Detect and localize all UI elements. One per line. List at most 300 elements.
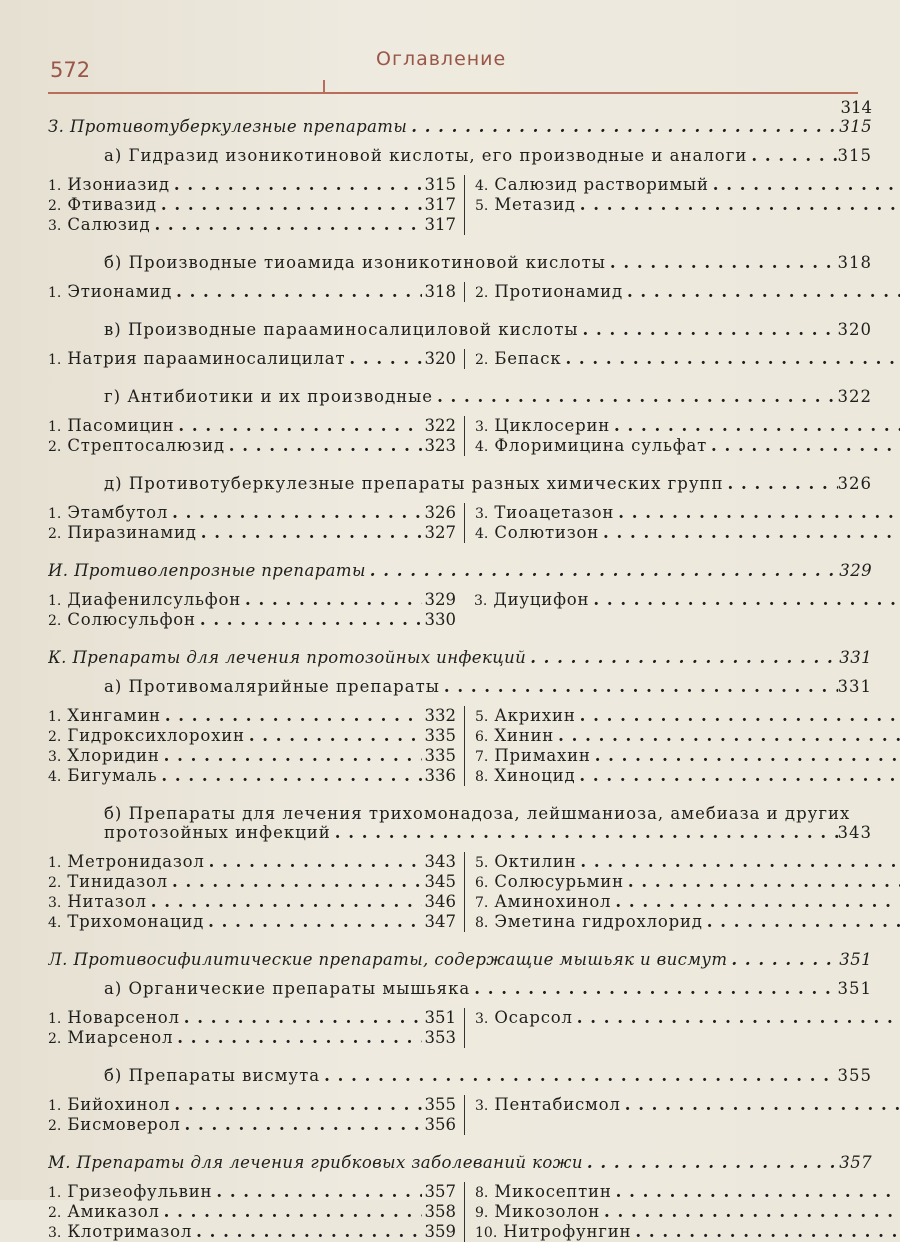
dot-leader [576,706,900,726]
dot-leader [320,1066,837,1085]
dot-leader [470,979,837,998]
toc-section-title: И. Противолепрозные препараты [48,561,366,580]
dot-leader [161,706,422,726]
toc-entry-columns [48,1008,872,1048]
entry-number: 1. [48,419,62,435]
toc-entry [48,1028,456,1048]
entry-page: 317 [424,215,456,234]
dot-leader [709,175,900,195]
toc-entry [48,766,456,786]
toc-page: 326 [837,474,872,493]
entry-name: Миарсенол [67,1028,174,1047]
toc-entry-columns [48,1182,872,1242]
entry-number: 8. [475,769,489,785]
entry-page: 359 [424,1222,456,1241]
dot-leader [174,416,422,436]
entry-number: 5. [475,709,489,725]
dot-leader [160,1202,422,1222]
toc-entry-columns [48,416,872,456]
toc-column-right [464,349,900,369]
toc-page: 331 [837,677,872,696]
entry-name: Эметина гидрохлорид [494,912,703,931]
toc-subsection-title: г) Антибиотики и их производные [104,387,434,406]
toc-entry [48,349,456,369]
entry-name: Гризеофульвин [67,1182,213,1201]
toc-column-right [464,706,900,786]
toc-subsection-heading [48,474,872,493]
toc-entry [475,1008,900,1028]
dot-leader [157,195,422,215]
toc-entry [475,436,900,456]
toc-entry-columns [48,852,872,932]
toc-entry [48,746,456,766]
toc-entry [48,706,456,726]
entry-name: Тинидазол [67,872,168,891]
entry-name: Нитрофунгин [503,1222,632,1241]
entry-number: 8. [475,915,489,931]
toc-column-left [48,416,464,456]
entry-number: 3. [48,895,62,911]
page-title: Оглавление [376,48,507,70]
toc-column-right [464,282,900,302]
entry-name: Амиказол [67,1202,160,1221]
toc-entry [475,746,900,766]
entry-number: 2. [48,1118,62,1134]
dot-leader [212,1182,422,1202]
entry-number: 7. [475,749,489,765]
entry-name: Бепаск [494,349,562,368]
toc-subsection-title-cont: протозойных инфекций [104,823,331,842]
entry-name: Акрихин [494,706,576,725]
dot-leader [724,474,838,493]
toc-entry [475,1222,900,1242]
entry-name: Бисмоверол [67,1115,181,1134]
toc-page: 315 [839,117,872,136]
entry-number: 3. [475,419,489,435]
toc-entry [475,1182,900,1202]
toc-entry [48,892,456,912]
entry-name: Салюзид [67,215,151,234]
dot-leader [366,561,838,580]
dot-leader [170,175,422,195]
toc-column-left [48,590,464,630]
entry-number: 6. [475,875,489,891]
dot-leader [172,282,422,302]
entry-number: 9. [475,1205,489,1221]
dot-leader [623,282,900,302]
entry-number: 2. [48,1205,62,1221]
entry-number: 2. [48,875,62,891]
toc-entry [48,175,456,195]
entry-number: 2. [48,439,62,455]
toc-subsection-title: а) Гидразид изоникотиновой кислоты, его производные и аналоги [104,146,748,165]
entry-name: Пасомицин [67,416,175,435]
entry-page: 358 [424,1202,456,1221]
entry-number: 2. [48,613,62,629]
toc-column-left [48,503,464,543]
toc-page: 331 [839,648,872,667]
toc-entry [48,590,456,610]
toc-column-right [464,1008,900,1048]
entry-number: 8. [475,1185,489,1201]
toc-entry [475,523,900,543]
dot-leader [578,320,837,339]
entry-number: 5. [475,855,489,871]
dot-leader [610,416,900,436]
toc-column-right [464,852,900,932]
toc-column-left [48,1095,464,1135]
entry-page: 335 [424,726,456,745]
entry-page: 336 [424,766,456,785]
toc-column-left [48,1008,464,1048]
entry-name: Солюсурьмин [494,872,624,891]
entry-name: Бийохинол [67,1095,171,1114]
continued-page-line [48,98,872,117]
entry-name: Циклосерин [494,416,611,435]
toc-entry [475,852,900,872]
entry-number: 4. [475,526,489,542]
dot-leader [180,1008,422,1028]
toc-entry [48,1182,456,1202]
entry-page: 346 [424,892,456,911]
toc-column-left [48,706,464,786]
toc-column-right [464,416,900,456]
dot-leader [147,892,422,912]
toc-entry [48,726,456,746]
entry-number: 1. [48,709,62,725]
toc-page: 351 [837,979,872,998]
toc-entry [48,872,456,892]
toc-entry [475,349,900,369]
dot-leader [196,610,422,630]
entry-name: Микосептин [494,1182,612,1201]
toc-subsection-heading [48,1066,872,1085]
toc-entry [475,503,900,523]
toc-column-right [464,1095,900,1135]
entry-number: 1. [48,285,62,301]
entry-name: Аминохинол [494,892,612,911]
toc-page: 314 [840,98,872,117]
entry-number: 1. [48,178,62,194]
entry-name: Хлоридин [67,746,160,765]
entry-number: 1. [48,1098,62,1114]
entry-name: Пиразинамид [67,523,197,542]
toc-section-title: З. Противотуберкулезные препараты [48,117,408,136]
entry-page: 322 [424,416,456,435]
toc-page: 318 [837,253,872,272]
entry-number: 1. [48,506,62,522]
entry-name: Натрия парааминосалицилат [67,349,346,368]
entry-number: 5. [475,198,489,214]
entry-number: 2. [475,352,489,368]
entry-number: 3. [48,1225,62,1241]
entry-number: 2. [48,198,62,214]
entry-page: 315 [424,175,456,194]
toc-subsection-heading [48,804,872,823]
dot-leader [589,590,900,610]
entry-number: 4. [475,439,489,455]
table-of-contents [48,98,872,1242]
toc-section-title: К. Препараты для лечения протозойных инфекций [48,648,527,667]
toc-entry [48,215,456,235]
toc-entry [48,1008,456,1028]
entry-number: 3. [475,1098,489,1114]
toc-entry [48,195,456,215]
entry-name: Солюсульфон [67,610,196,629]
dot-leader [606,253,838,272]
dot-leader [245,726,422,746]
dot-leader [591,746,900,766]
dot-leader [407,117,838,136]
entry-name: Октилин [494,852,577,871]
entry-name: Клотримазол [67,1222,193,1241]
toc-page: 355 [837,1066,872,1085]
dot-leader [624,872,900,892]
toc-subsection-title: а) Противомалярийные препараты [104,677,440,696]
toc-entry-columns [48,590,872,630]
toc-entry [48,523,456,543]
page-number: 572 [50,58,91,82]
entry-name: Диуцифон [493,590,590,609]
dot-leader [168,872,422,892]
toc-page: 351 [839,950,872,969]
entry-page: 353 [424,1028,456,1047]
toc-entry [48,1202,456,1222]
entry-number: 2. [475,285,489,301]
dot-leader [197,523,422,543]
dot-leader [554,726,900,746]
entry-page: 347 [424,912,456,931]
toc-entry [475,175,900,195]
toc-subsection-heading [48,320,872,339]
entry-number: 2. [48,1031,62,1047]
entry-page: 326 [424,503,456,522]
entry-name: Микозолон [494,1202,601,1221]
entry-page: 351 [424,1008,456,1027]
entry-name: Салюзид растворимый [494,175,709,194]
toc-entry [48,1222,456,1242]
entry-name: Хинин [494,726,555,745]
toc-subsection-heading-cont [48,823,872,842]
toc-entry [475,766,900,786]
dot-leader [611,892,900,912]
entry-name: Хиноцид [494,766,576,785]
entry-number: 3. [475,1011,489,1027]
toc-entry-columns [48,282,872,302]
header-rule [48,92,858,94]
dot-leader [526,648,838,667]
dot-leader [440,677,838,696]
dot-leader [331,823,838,842]
toc-entry [48,503,456,523]
entry-number: 2. [48,526,62,542]
dot-leader [168,503,422,523]
entry-page: 355 [424,1095,456,1114]
entry-name: Тиоацетазон [494,503,615,522]
dot-leader [205,852,422,872]
toc-entry [48,436,456,456]
entry-page: 327 [424,523,456,542]
toc-column-right [464,175,900,235]
entry-name: Метронидазол [67,852,205,871]
entry-name: Стрептосалюзид [67,436,225,455]
toc-column-right [464,1182,900,1242]
toc-entry [475,892,900,912]
entry-number: 1. [48,1185,62,1201]
entry-name: Этионамид [67,282,173,301]
toc-page: 320 [837,320,872,339]
dot-leader [614,503,900,523]
entry-name: Флоримицина сульфат [494,436,708,455]
entry-number: 7. [475,895,489,911]
toc-entry [48,416,456,436]
toc-entry-columns [48,1095,872,1135]
toc-entry-columns [48,349,872,369]
toc-entry [48,282,456,302]
toc-entry [475,195,900,215]
entry-name: Этамбутол [67,503,169,522]
entry-number: 1. [48,593,62,609]
toc-section-title: М. Препараты для лечения грибковых заболеваний кожи [48,1153,583,1172]
dot-leader [160,746,422,766]
toc-entry [475,416,900,436]
dot-leader [707,436,900,456]
dot-leader [703,912,900,932]
entry-number: 6. [475,729,489,745]
dot-leader [225,436,422,456]
toc-entry [475,872,900,892]
entry-number: 10. [475,1225,498,1241]
dot-leader [576,195,900,215]
toc-subsection-heading [48,677,872,696]
dot-leader [157,766,422,786]
dot-leader [173,1028,422,1048]
toc-section-heading [48,648,872,667]
entry-name: Фтивазид [67,195,157,214]
entry-number: 4. [475,178,489,194]
toc-subsection-title: д) Противотуберкулезные препараты разных химических групп [104,474,724,493]
entry-name: Солютизон [494,523,600,542]
toc-column-left [48,852,464,932]
toc-entry [48,852,456,872]
entry-page: 335 [424,746,456,765]
dot-leader [599,523,900,543]
toc-entry-columns [48,175,872,235]
dot-leader [600,1202,900,1222]
dot-leader [621,1095,900,1115]
toc-subsection-title: а) Органические препараты мышьяка [104,979,471,998]
entry-page: 343 [424,852,456,871]
dot-leader [345,349,422,369]
dot-leader [181,1115,422,1135]
toc-subsection-title: б) Препараты для лечения трихомонадоза, лейшманиоза, амебиаза и других [104,804,851,823]
toc-entry [475,912,900,932]
toc-section-heading [48,1153,872,1172]
entry-name: Протионамид [494,282,623,301]
entry-page: 330 [424,610,456,629]
toc-entry [48,1115,456,1135]
entry-name: Диафенилсульфон [67,590,242,609]
toc-entry [48,912,456,932]
toc-section-heading [48,950,872,969]
entry-number: 4. [48,915,62,931]
dot-leader [631,1222,900,1242]
toc-subsection-heading [48,387,872,406]
toc-page: 322 [837,387,872,406]
toc-subsection-title: б) Препараты висмута [104,1066,321,1085]
toc-page: 357 [839,1153,872,1172]
toc-subsection-title: б) Производные тиоамида изоникотиновой кислоты [104,253,606,272]
entry-name: Хингамин [67,706,161,725]
entry-number: 2. [48,729,62,745]
toc-subsection-heading [48,146,872,165]
entry-number: 3. [475,506,489,522]
entry-page: 318 [424,282,456,301]
dot-leader [192,1222,422,1242]
entry-page: 329 [424,590,456,609]
toc-entry [475,726,900,746]
dot-leader [170,1095,422,1115]
entry-name: Нитазол [67,892,147,911]
entry-number: 1. [48,855,62,871]
toc-subsection-heading [48,979,872,998]
entry-name: Примахин [494,746,591,765]
entry-page: 320 [424,349,456,368]
entry-number: 4. [48,769,62,785]
toc-subsection-heading [48,253,872,272]
entry-page: 345 [424,872,456,891]
toc-column-left [48,349,464,369]
dot-leader [573,1008,900,1028]
toc-column-left [48,282,464,302]
entry-page: 332 [424,706,456,725]
toc-column-left [48,175,464,235]
entry-name: Трихомонацид [67,912,205,931]
entry-page: 317 [424,195,456,214]
toc-entry [475,1095,900,1115]
dot-leader [727,950,838,969]
entry-name: Осарсол [494,1008,573,1027]
dot-leader [150,215,422,235]
entry-name: Новарсенол [67,1008,180,1027]
dot-leader [433,387,837,406]
toc-section-title: Л. Противосифилитические препараты, содержащие мышьяк и висмут [48,950,728,969]
entry-page: 356 [424,1115,456,1134]
toc-entry-columns [48,706,872,786]
toc-subsection-title: в) Производные парааминосалициловой кислоты [104,320,579,339]
entry-page: 323 [424,436,456,455]
dot-leader [204,912,422,932]
dot-leader [576,852,900,872]
toc-entry [475,706,900,726]
dot-leader [575,766,900,786]
toc-page: 343 [837,823,872,842]
entry-name: Метазид [494,195,576,214]
page-header [48,44,858,96]
toc-page: 329 [839,561,872,580]
toc-entry [474,590,900,610]
entry-page: 357 [424,1182,456,1201]
entry-name: Гидроксихлорохин [67,726,245,745]
toc-section-heading [48,117,872,136]
dot-leader [612,1182,900,1202]
toc-entry [475,282,900,302]
toc-entry [48,1095,456,1115]
dot-leader [747,146,837,165]
toc-column-right [464,590,900,630]
entry-name: Изониазид [67,175,170,194]
entry-name: Пентабисмол [494,1095,621,1114]
